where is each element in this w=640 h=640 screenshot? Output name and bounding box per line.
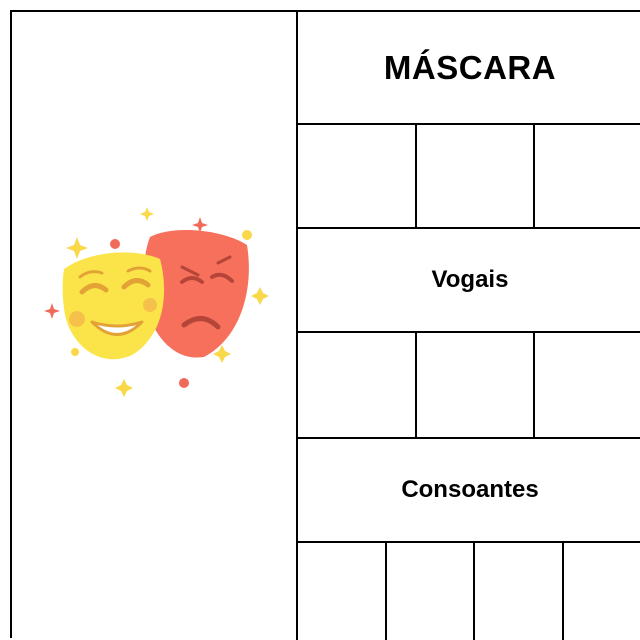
consonants-label: Consoantes xyxy=(401,476,539,503)
letter-box[interactable] xyxy=(417,125,535,227)
consonant-box[interactable] xyxy=(387,543,475,640)
consonant-box[interactable] xyxy=(475,543,564,640)
consonants-row xyxy=(298,439,640,543)
consonant-box[interactable] xyxy=(564,543,640,640)
page-title: MÁSCARA xyxy=(383,48,557,86)
letter-box[interactable] xyxy=(298,125,417,227)
consonant-boxes-row xyxy=(298,543,640,640)
vowel-box[interactable] xyxy=(535,333,640,437)
image-panel xyxy=(12,12,298,640)
vowels-label: Vogais xyxy=(431,266,509,293)
letter-box[interactable] xyxy=(535,125,640,227)
vowel-box[interactable] xyxy=(298,333,417,437)
letter-boxes-row xyxy=(298,125,640,229)
theater-masks-icon xyxy=(32,197,272,397)
title-row xyxy=(298,12,640,125)
vowel-box[interactable] xyxy=(417,333,535,437)
vowels-row xyxy=(298,229,640,333)
word-worksheet xyxy=(10,10,640,638)
consonant-box[interactable] xyxy=(298,543,387,640)
vowel-boxes-row xyxy=(298,333,640,439)
word-grid xyxy=(298,12,640,640)
